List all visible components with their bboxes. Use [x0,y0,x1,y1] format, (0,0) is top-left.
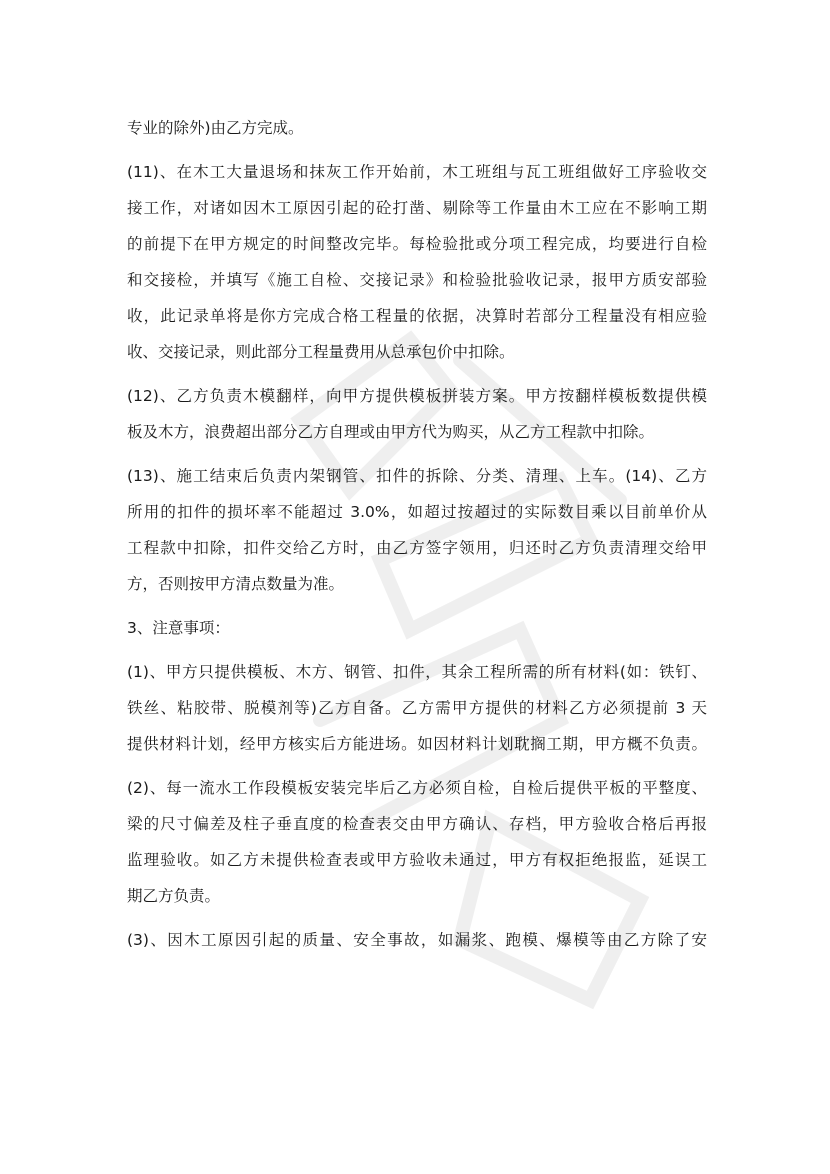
section-heading: 3、注意事项： [127,619,230,637]
document-body [127,110,707,958]
paragraph-line: 提供材料计划，经甲方核实后方能进场。如因材料计划耽搁工期，甲方概不负责。 [127,735,707,753]
paragraph-line: 工程款中扣除，扣件交给乙方时，由乙方签字领用，归还时乙方负责清理交给甲 [127,539,707,557]
paragraph-line: 收、交接记录，则此部分工程量费用从总承包价中扣除。 [127,343,515,361]
paragraph-line: (13)、施工结束后负责内架钢管、扣件的拆除、分类、清理、上车。(14)、乙方 [127,467,707,485]
paragraph-line: (1)、甲方只提供模板、木方、钢管、扣件，其余工程所需的所有材料(如：铁钉、 [127,663,707,681]
paragraph-line: 梁的尺寸偏差及柱子垂直度的检查表交由甲方确认、存档，甲方验收合格后再报 [127,815,707,833]
paragraph-line: (2)、每一流水工作段模板安装完毕后乙方必须自检，自检后提供平板的平整度、 [127,779,707,797]
paragraph-line: 接工作，对诸如因木工原因引起的砼打凿、剔除等工作量由木工应在不影响工期 [127,199,707,217]
paragraph-line: 铁丝、粘胶带、脱模剂等)乙方自备。乙方需甲方提供的材料乙方必须提前 3 天 [127,699,707,717]
paragraph-line: 收，此记录单将是你方完成合格工程量的依据，决算时若部分工程量没有相应验 [127,307,707,325]
paragraph-line: 专业的除外)由乙方完成。 [127,119,304,137]
paragraph-line: 方，否则按甲方清点数量为准。 [127,575,345,593]
paragraph-line: 期乙方负责。 [127,887,221,905]
paragraph-line: 和交接检，并填写《施工自检、交接记录》和检验批验收记录，报甲方质安部验 [127,271,707,289]
paragraph-line: 板及木方，浪费超出部分乙方自理或由甲方代为购买，从乙方工程款中扣除。 [127,423,655,441]
paragraph-line: (3)、因木工原因引起的质量、安全事故，如漏浆、跑模、爆模等由乙方除了安 [127,931,707,949]
paragraph-line: 监理验收。如乙方未提供检查表或甲方验收未通过，甲方有权拒绝报监，延误工 [127,851,707,869]
paragraph-line: 所用的扣件的损坏率不能超过 3.0%，如超过按超过的实际数目乘以目前单价从 [127,503,707,521]
paragraph-line: (11)、在木工大量退场和抹灰工作开始前，木工班组与瓦工班组做好工序验收交 [127,163,707,181]
paragraph-line: 的前提下在甲方规定的时间整改完毕。每检验批或分项工程完成，均要进行自检 [127,235,707,253]
paragraph-line: (12)、乙方负责木模翻样，向甲方提供模板拼装方案。甲方按翻样模板数提供模 [127,387,707,405]
